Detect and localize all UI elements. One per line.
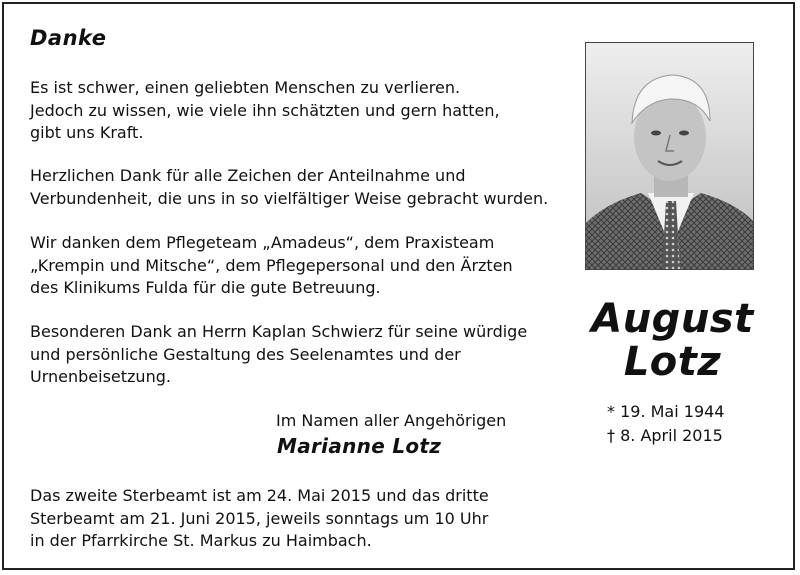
signature: Marianne Lotz	[277, 434, 442, 458]
text-line: „Krempin und Mitsche“, dem Pflegepersonal und den Ärzten	[30, 255, 513, 275]
text-line: Herzlichen Dank für alle Zeichen der Anteilnahme und	[30, 166, 466, 185]
text-line: des Klinikums Fulda für die gute Betreuung.	[30, 278, 381, 297]
text-line: und persönliche Gestaltung des Seelenamtes und der	[30, 344, 461, 364]
text-line: Jedoch zu wissen, wie viele ihn schätzten und gern hatten,	[30, 100, 500, 120]
footer-note	[30, 485, 489, 553]
deceased-last-name: Lotz	[623, 339, 722, 385]
text-line: Sterbeamt am 21. Juni 2015, jeweils sonntags um 10 Uhr	[30, 508, 489, 528]
text-line: Das zweite Sterbeamt ist am 24. Mai 2015 und das dritte	[30, 486, 489, 505]
birth-date: * 19. Mai 1944	[607, 402, 725, 421]
text-line: in der Pfarrkirche St. Markus zu Haimbach.	[30, 531, 372, 550]
paragraph-2	[30, 165, 548, 210]
signoff: Im Namen aller Angehörigen	[276, 411, 507, 430]
paragraph-1	[30, 77, 500, 145]
heading: Danke	[30, 26, 107, 50]
paragraph-3	[30, 232, 513, 300]
text-line: Besonderen Dank an Herrn Kaplan Schwierz für seine würdige	[30, 322, 528, 341]
paragraph-4	[30, 321, 527, 389]
text-line: Wir danken dem Pflegeteam „Amadeus“, dem Praxisteam	[30, 233, 495, 252]
text-line: Verbundenheit, die uns in so vielfältiger Weise gebracht wurden.	[30, 188, 549, 208]
deceased-first-name: August	[591, 296, 754, 342]
portrait-photo	[585, 42, 754, 270]
death-date: † 8. April 2015	[607, 426, 723, 445]
text-line: gibt uns Kraft.	[30, 123, 144, 142]
portrait-illustration	[586, 43, 753, 269]
text-line: Urnenbeisetzung.	[30, 367, 171, 386]
text-line: Es ist schwer, einen geliebten Menschen zu verlieren.	[30, 78, 461, 97]
